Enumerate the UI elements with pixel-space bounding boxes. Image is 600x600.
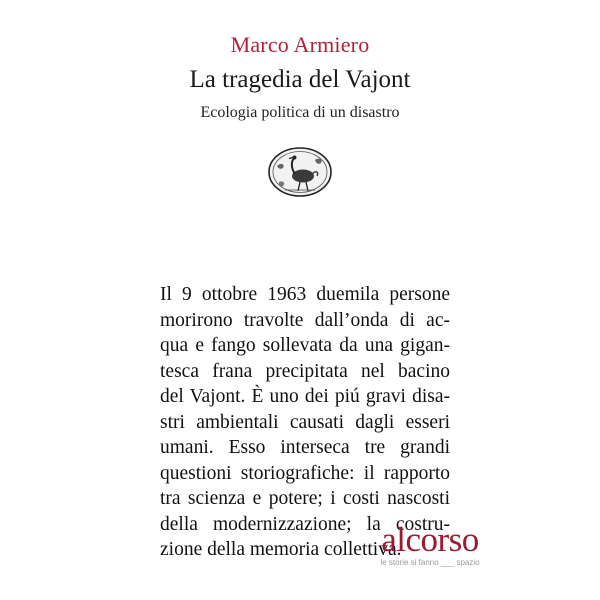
book-author: Marco Armiero <box>230 32 370 57</box>
blurb-line: umani. Esso interseca tre grandi <box>160 437 450 458</box>
blurb-line: qua e fango sollevata da una gigan- <box>160 335 450 356</box>
store-logo[interactable] <box>380 522 480 567</box>
blurb-line: tesca frana precipitata nel bacino <box>160 360 450 382</box>
ostrich-emblem-icon <box>267 146 333 198</box>
blurb-line: tra scienza e potere; i costi nascosti <box>160 488 450 509</box>
book-subtitle: Ecologia politica di un disastro <box>200 104 400 121</box>
blurb-line: questioni storiografiche: il rapporto <box>160 462 450 484</box>
store-logo-name: alcorso <box>381 520 479 559</box>
blurb-line: della modernizzazione; la costru- <box>160 513 450 535</box>
blurb-line: morirono travolte dall’onda di ac- <box>160 309 450 331</box>
blurb-line: zione della memoria collettiva. <box>160 539 402 560</box>
blurb-line: Il 9 ottobre 1963 duemila persone <box>160 284 450 305</box>
blurb-line: del Vajont. È uno dei piú gravi disa- <box>160 386 450 407</box>
blurb-line: stri ambientali causati dagli esseri <box>160 411 450 433</box>
book-title: La tragedia del Vajont <box>189 66 411 93</box>
store-logo-tagline: le storie si fanno ___ spazio <box>380 558 480 567</box>
